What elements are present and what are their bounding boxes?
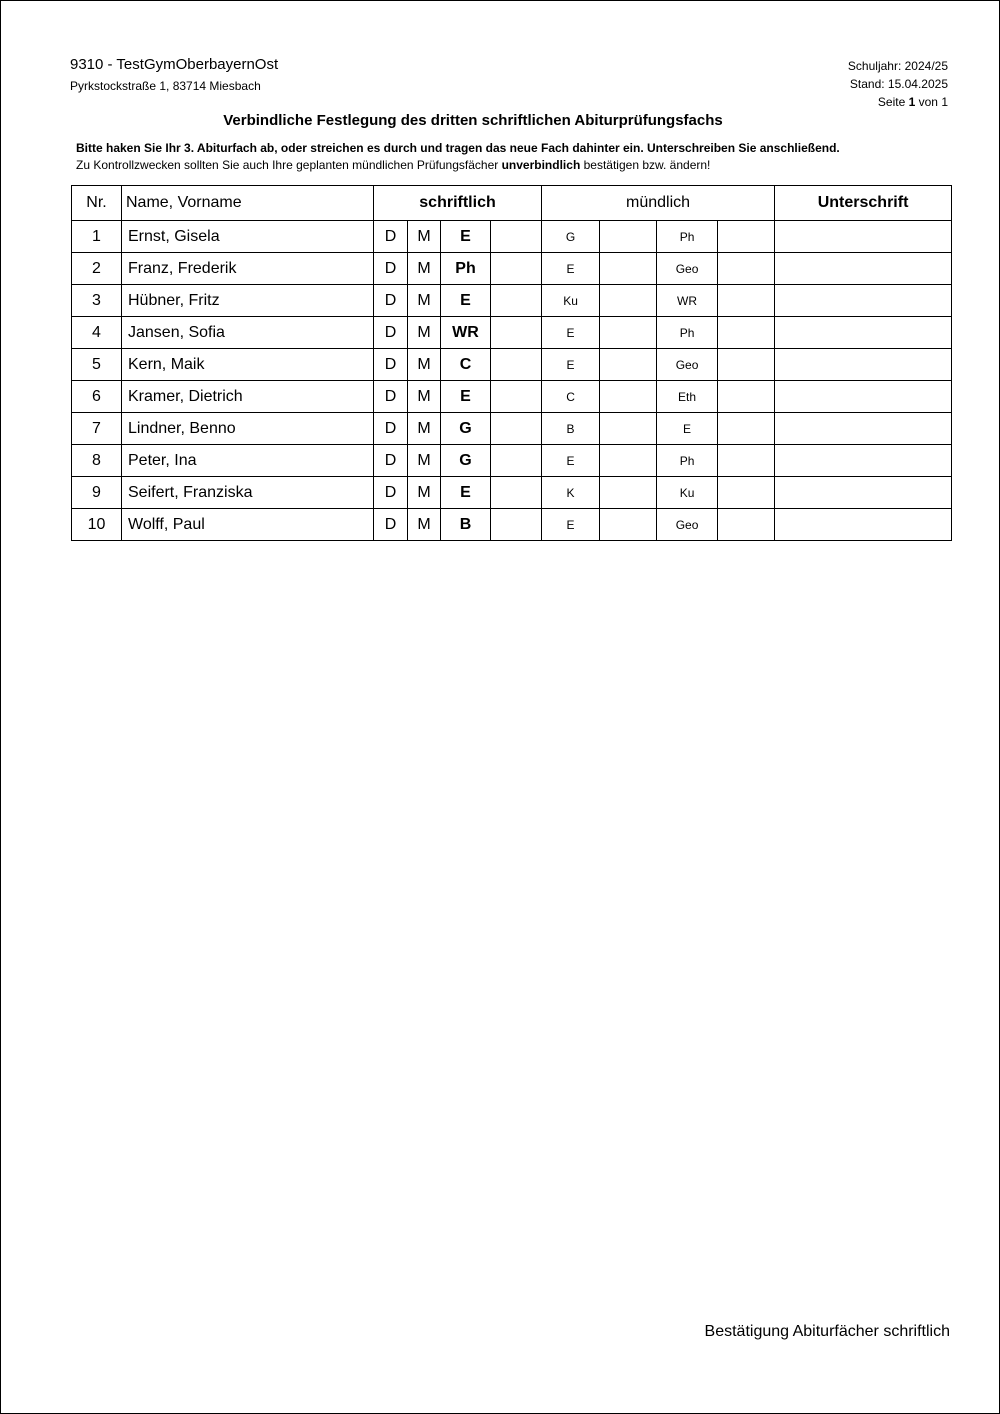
header-oral: mündlich <box>542 186 775 221</box>
exam-subjects-table <box>71 185 952 541</box>
cell-oral-2-change[interactable] <box>718 381 775 413</box>
cell-third-subject-change[interactable] <box>491 509 542 541</box>
cell-written-m: M <box>408 349 441 381</box>
cell-signature[interactable] <box>775 445 952 477</box>
footer-label: Bestätigung Abiturfächer schriftlich <box>704 1323 950 1340</box>
cell-name: Kramer, Dietrich <box>122 381 374 413</box>
cell-written-m: M <box>408 381 441 413</box>
cell-oral-1: E <box>542 253 600 285</box>
cell-name: Franz, Frederik <box>122 253 374 285</box>
cell-name: Hübner, Fritz <box>122 285 374 317</box>
cell-written-m: M <box>408 413 441 445</box>
cell-oral-1: B <box>542 413 600 445</box>
cell-third-subject-change[interactable] <box>491 349 542 381</box>
document-date: Stand: 15.04.2025 <box>849 77 948 91</box>
cell-signature[interactable] <box>775 413 952 445</box>
document-title: Verbindliche Festlegung des dritten schriftlichen Abiturprüfungsfachs <box>223 112 723 129</box>
cell-nr: 7 <box>72 413 122 445</box>
cell-third-subject-change[interactable] <box>491 477 542 509</box>
cell-oral-1-change[interactable] <box>600 253 657 285</box>
cell-third-subject-change[interactable] <box>491 317 542 349</box>
cell-nr: 10 <box>72 509 122 541</box>
cell-written-d: D <box>374 253 408 285</box>
instruction-line-2: Zu Kontrollzwecken sollten Sie auch Ihre geplanten mündlichen Prüfungsfächer unverbindlich bestätigen bzw. ändern! <box>76 158 711 172</box>
cell-signature[interactable] <box>775 477 952 509</box>
cell-oral-2-change[interactable] <box>718 413 775 445</box>
cell-written-m: M <box>408 253 441 285</box>
cell-signature[interactable] <box>775 317 952 349</box>
cell-oral-2: WR <box>657 285 718 317</box>
cell-written-m: M <box>408 317 441 349</box>
cell-oral-1-change[interactable] <box>600 285 657 317</box>
header-signature: Unterschrift <box>775 186 952 221</box>
cell-oral-2: Geo <box>657 349 718 381</box>
cell-oral-2-change[interactable] <box>718 509 775 541</box>
cell-oral-2-change[interactable] <box>718 349 775 381</box>
cell-signature[interactable] <box>775 381 952 413</box>
cell-signature[interactable] <box>775 509 952 541</box>
cell-name: Ernst, Gisela <box>122 221 374 253</box>
page-indicator: Seite 1 von 1 <box>877 95 948 109</box>
cell-third-subject: Ph <box>441 253 491 285</box>
cell-oral-2-change[interactable] <box>718 253 775 285</box>
cell-third-subject: E <box>441 221 491 253</box>
cell-third-subject-change[interactable] <box>491 445 542 477</box>
cell-written-d: D <box>374 413 408 445</box>
cell-written-m: M <box>408 221 441 253</box>
document-meta <box>848 57 948 111</box>
cell-oral-1: K <box>542 477 600 509</box>
cell-written-m: M <box>408 509 441 541</box>
table-row <box>72 317 952 349</box>
cell-signature[interactable] <box>775 253 952 285</box>
cell-oral-1-change[interactable] <box>600 509 657 541</box>
cell-name: Peter, Ina <box>122 445 374 477</box>
cell-written-d: D <box>374 317 408 349</box>
cell-nr: 6 <box>72 381 122 413</box>
cell-oral-2-change[interactable] <box>718 477 775 509</box>
cell-third-subject-change[interactable] <box>491 285 542 317</box>
cell-nr: 5 <box>72 349 122 381</box>
table-row <box>72 381 952 413</box>
table-body <box>72 221 952 541</box>
cell-signature[interactable] <box>775 285 952 317</box>
table-header-row <box>72 186 952 221</box>
cell-oral-2-change[interactable] <box>718 221 775 253</box>
cell-written-d: D <box>374 221 408 253</box>
cell-oral-2: Geo <box>657 253 718 285</box>
cell-written-m: M <box>408 477 441 509</box>
cell-written-d: D <box>374 381 408 413</box>
cell-nr: 1 <box>72 221 122 253</box>
table-row <box>72 445 952 477</box>
cell-name: Wolff, Paul <box>122 509 374 541</box>
cell-third-subject: E <box>441 381 491 413</box>
table-row <box>72 285 952 317</box>
cell-oral-2-change[interactable] <box>718 317 775 349</box>
cell-oral-2: Ku <box>657 477 718 509</box>
cell-written-d: D <box>374 509 408 541</box>
cell-oral-2-change[interactable] <box>718 445 775 477</box>
table-row <box>72 253 952 285</box>
cell-third-subject: WR <box>441 317 491 349</box>
cell-name: Kern, Maik <box>122 349 374 381</box>
cell-oral-1-change[interactable] <box>600 445 657 477</box>
cell-name: Lindner, Benno <box>122 413 374 445</box>
cell-nr: 2 <box>72 253 122 285</box>
cell-oral-1: E <box>542 509 600 541</box>
cell-oral-1-change[interactable] <box>600 413 657 445</box>
cell-written-d: D <box>374 285 408 317</box>
table-row <box>72 349 952 381</box>
cell-oral-2: Ph <box>657 221 718 253</box>
cell-oral-1: C <box>542 381 600 413</box>
cell-nr: 9 <box>72 477 122 509</box>
cell-third-subject-change[interactable] <box>491 253 542 285</box>
cell-nr: 3 <box>72 285 122 317</box>
cell-signature[interactable] <box>775 349 952 381</box>
cell-nr: 8 <box>72 445 122 477</box>
school-address: Pyrkstockstraße 1, 83714 Miesbach <box>70 79 261 93</box>
cell-written-d: D <box>374 477 408 509</box>
cell-nr: 4 <box>72 317 122 349</box>
cell-third-subject-change[interactable] <box>491 221 542 253</box>
school-year: Schuljahr: 2024/25 <box>847 59 948 73</box>
cell-third-subject: G <box>441 445 491 477</box>
cell-name: Jansen, Sofia <box>122 317 374 349</box>
cell-third-subject: B <box>441 509 491 541</box>
cell-third-subject-change[interactable] <box>491 413 542 445</box>
cell-oral-1: E <box>542 317 600 349</box>
table-row <box>72 413 952 445</box>
cell-oral-2-change[interactable] <box>718 285 775 317</box>
cell-oral-2: Eth <box>657 381 718 413</box>
cell-oral-1-change[interactable] <box>600 221 657 253</box>
school-name: 9310 - TestGymOberbayernOst <box>70 56 279 73</box>
cell-oral-1-change[interactable] <box>600 381 657 413</box>
cell-third-subject-change[interactable] <box>491 381 542 413</box>
cell-oral-1: Ku <box>542 285 600 317</box>
cell-oral-2: Ph <box>657 445 718 477</box>
cell-third-subject: G <box>441 413 491 445</box>
header-written: schriftlich <box>374 186 542 221</box>
table-row <box>72 509 952 541</box>
cell-oral-2: Ph <box>657 317 718 349</box>
cell-third-subject: E <box>441 477 491 509</box>
cell-oral-1: G <box>542 221 600 253</box>
header-name: Name, Vorname <box>122 186 374 221</box>
cell-oral-1: E <box>542 445 600 477</box>
cell-written-d: D <box>374 445 408 477</box>
cell-written-m: M <box>408 285 441 317</box>
cell-signature[interactable] <box>775 221 952 253</box>
cell-written-d: D <box>374 349 408 381</box>
cell-oral-2: Geo <box>657 509 718 541</box>
cell-oral-2: E <box>657 413 718 445</box>
cell-third-subject: C <box>441 349 491 381</box>
cell-oral-1: E <box>542 349 600 381</box>
table-row <box>72 221 952 253</box>
cell-written-m: M <box>408 445 441 477</box>
instruction-line-1: Bitte haken Sie Ihr 3. Abiturfach ab, oder streichen es durch und tragen das neue Fach dahinter ein. Unterschreiben Sie anschließend. <box>76 141 840 155</box>
cell-oral-1-change[interactable] <box>600 349 657 381</box>
cell-third-subject: E <box>441 285 491 317</box>
header-nr: Nr. <box>72 186 122 221</box>
cell-oral-1-change[interactable] <box>600 317 657 349</box>
table-row <box>72 477 952 509</box>
cell-name: Seifert, Franziska <box>122 477 374 509</box>
cell-oral-1-change[interactable] <box>600 477 657 509</box>
